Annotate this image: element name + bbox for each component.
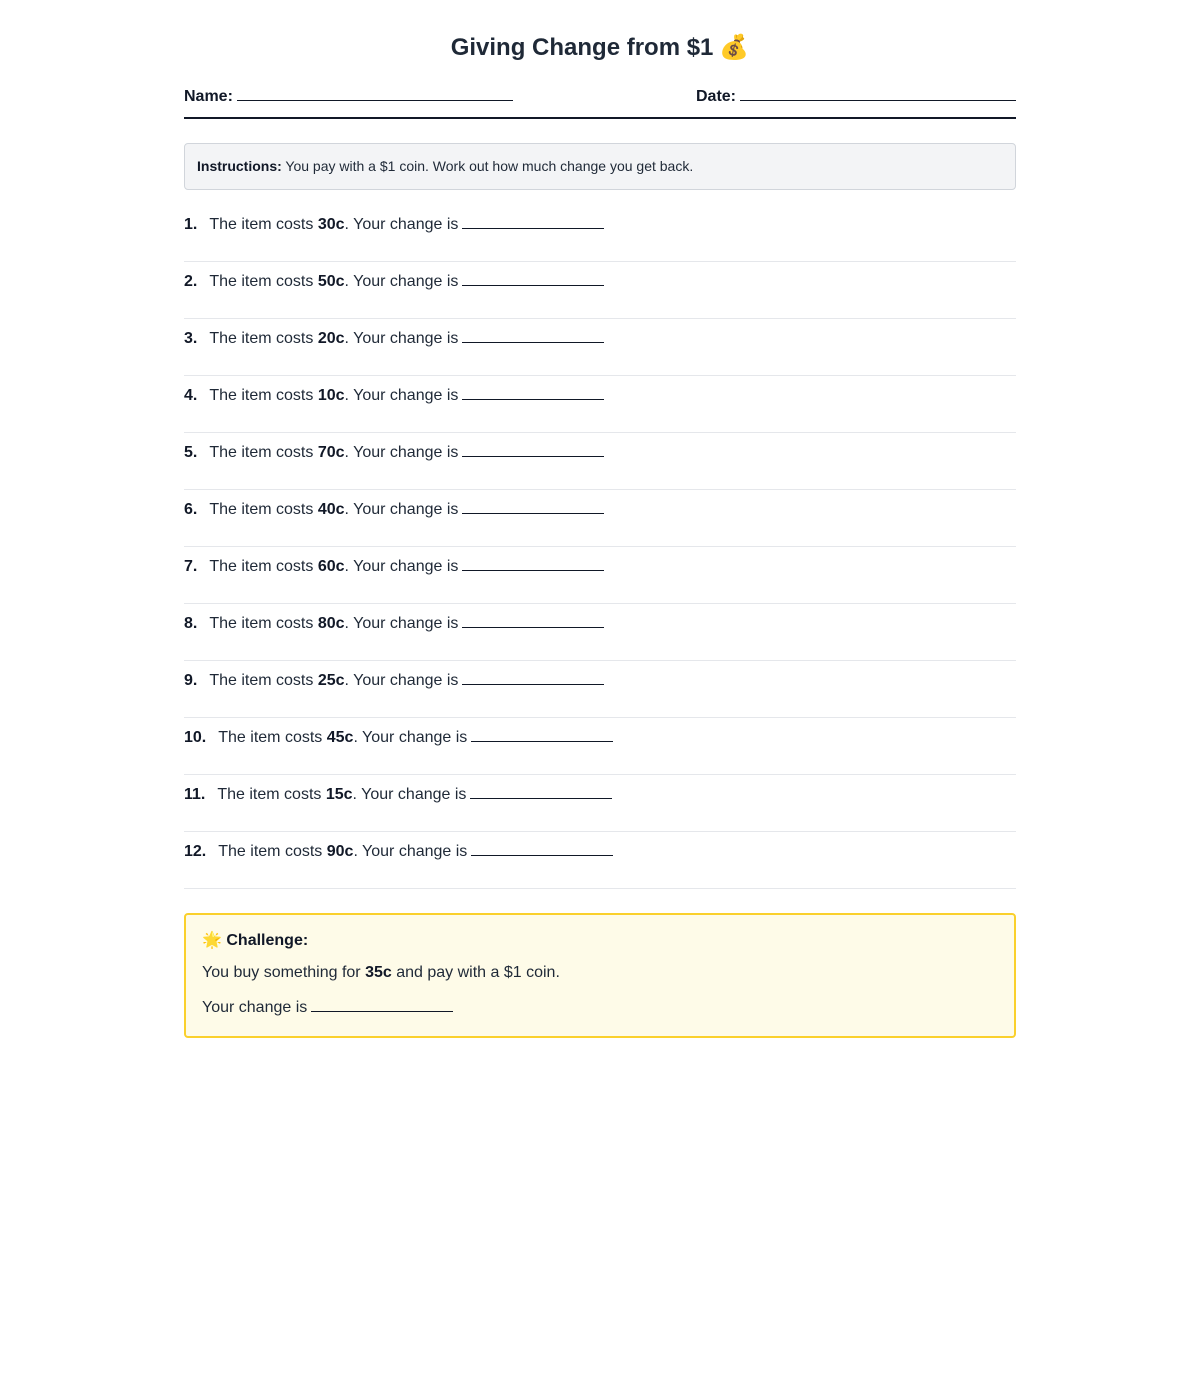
problem-price: 90c: [326, 843, 354, 860]
problem-prefix: The item costs: [209, 330, 314, 347]
problem-price: 30c: [317, 216, 345, 233]
problem-number: 12.: [184, 843, 207, 860]
problem-suffix: . Your change is: [344, 501, 459, 518]
date-label: Date:: [695, 88, 736, 105]
problem-price: 10c: [317, 387, 345, 404]
problem-row: [184, 319, 1016, 376]
instructions-box: [184, 143, 1016, 190]
problem-row: [184, 661, 1016, 718]
challenge-box: [184, 913, 1016, 1038]
challenge-heading: [202, 931, 998, 951]
problem-row: [184, 490, 1016, 547]
problem-row: [184, 604, 1016, 661]
problem-suffix: . Your change is: [344, 558, 459, 575]
answer-blank[interactable]: [462, 269, 604, 286]
problem-prefix: The item costs: [209, 501, 314, 518]
answer-blank[interactable]: [470, 782, 612, 799]
problem-suffix: . Your change is: [344, 330, 459, 347]
problem-list: [184, 206, 1016, 889]
problem-row: [184, 376, 1016, 433]
problem-price: 45c: [326, 729, 354, 746]
problem-prefix: The item costs: [209, 672, 314, 689]
money-bag-icon: 💰: [719, 34, 750, 61]
problem-number: 2.: [184, 273, 198, 290]
answer-blank[interactable]: [462, 668, 604, 685]
instructions-text: You pay with a $1 coin. Work out how much change you get back.: [285, 158, 694, 174]
problem-price: 20c: [317, 330, 345, 347]
problem-price: 70c: [317, 444, 345, 461]
problem-price: 25c: [317, 672, 345, 689]
answer-blank[interactable]: [462, 611, 604, 628]
problem-row: [184, 775, 1016, 832]
answer-blank[interactable]: [462, 212, 604, 229]
challenge-answer-blank[interactable]: [311, 995, 453, 1012]
problem-number: 11.: [184, 786, 206, 803]
name-field[interactable]: [184, 84, 513, 107]
problem-prefix: The item costs: [209, 558, 314, 575]
problem-number: 7.: [184, 558, 198, 575]
challenge-question-prefix: You buy something for: [202, 964, 361, 981]
worksheet: [184, 0, 1016, 1038]
name-label: Name:: [184, 88, 233, 105]
problem-suffix: . Your change is: [344, 216, 459, 233]
problem-number: 6.: [184, 501, 198, 518]
problem-suffix: . Your change is: [344, 672, 459, 689]
problem-price: 15c: [325, 786, 353, 803]
problem-prefix: The item costs: [209, 216, 314, 233]
problem-price: 50c: [317, 273, 345, 290]
answer-blank[interactable]: [462, 440, 604, 457]
problem-price: 80c: [317, 615, 345, 632]
problem-number: 3.: [184, 330, 198, 347]
problem-prefix: The item costs: [218, 729, 323, 746]
challenge-question: [202, 963, 998, 983]
problem-price: 40c: [317, 501, 345, 518]
title-text: Giving Change from $1: [450, 34, 714, 61]
problem-prefix: The item costs: [209, 387, 314, 404]
problem-row: [184, 832, 1016, 889]
problem-suffix: . Your change is: [344, 273, 459, 290]
problem-prefix: The item costs: [217, 786, 322, 803]
problem-suffix: . Your change is: [344, 615, 459, 632]
problem-number: 5.: [184, 444, 198, 461]
answer-blank[interactable]: [471, 725, 613, 742]
answer-blank[interactable]: [462, 497, 604, 514]
problem-prefix: The item costs: [209, 444, 314, 461]
answer-blank[interactable]: [462, 326, 604, 343]
problem-prefix: The item costs: [218, 843, 323, 860]
problem-number: 9.: [184, 672, 198, 689]
date-blank[interactable]: [740, 84, 1016, 101]
problem-number: 10.: [184, 729, 207, 746]
problem-row: [184, 547, 1016, 604]
answer-blank[interactable]: [471, 839, 613, 856]
answer-blank[interactable]: [462, 554, 604, 571]
name-date-header: [184, 84, 1016, 119]
problem-prefix: The item costs: [209, 615, 314, 632]
problem-number: 8.: [184, 615, 198, 632]
challenge-heading-text: Challenge:: [226, 932, 309, 949]
problem-row: [184, 433, 1016, 490]
problem-price: 60c: [317, 558, 345, 575]
instructions-label: Instructions:: [197, 158, 282, 174]
challenge-question-suffix: and pay with a $1 coin.: [396, 964, 560, 981]
problem-prefix: The item costs: [209, 273, 314, 290]
problem-number: 1.: [184, 216, 198, 233]
problem-suffix: . Your change is: [344, 444, 459, 461]
problem-suffix: . Your change is: [352, 786, 467, 803]
problem-suffix: . Your change is: [353, 843, 468, 860]
problem-row: [184, 206, 1016, 262]
challenge-answer: [202, 995, 998, 1018]
star-icon: 🌟: [202, 932, 222, 949]
date-field[interactable]: [696, 84, 1016, 107]
problem-row: [184, 718, 1016, 775]
problem-row: [184, 262, 1016, 319]
name-blank[interactable]: [237, 84, 513, 101]
problem-suffix: . Your change is: [353, 729, 468, 746]
challenge-price: 35c: [365, 964, 392, 981]
challenge-answer-label: Your change is: [202, 999, 308, 1016]
answer-blank[interactable]: [462, 383, 604, 400]
page-title: [184, 32, 1016, 64]
problem-suffix: . Your change is: [344, 387, 459, 404]
problem-number: 4.: [184, 387, 198, 404]
